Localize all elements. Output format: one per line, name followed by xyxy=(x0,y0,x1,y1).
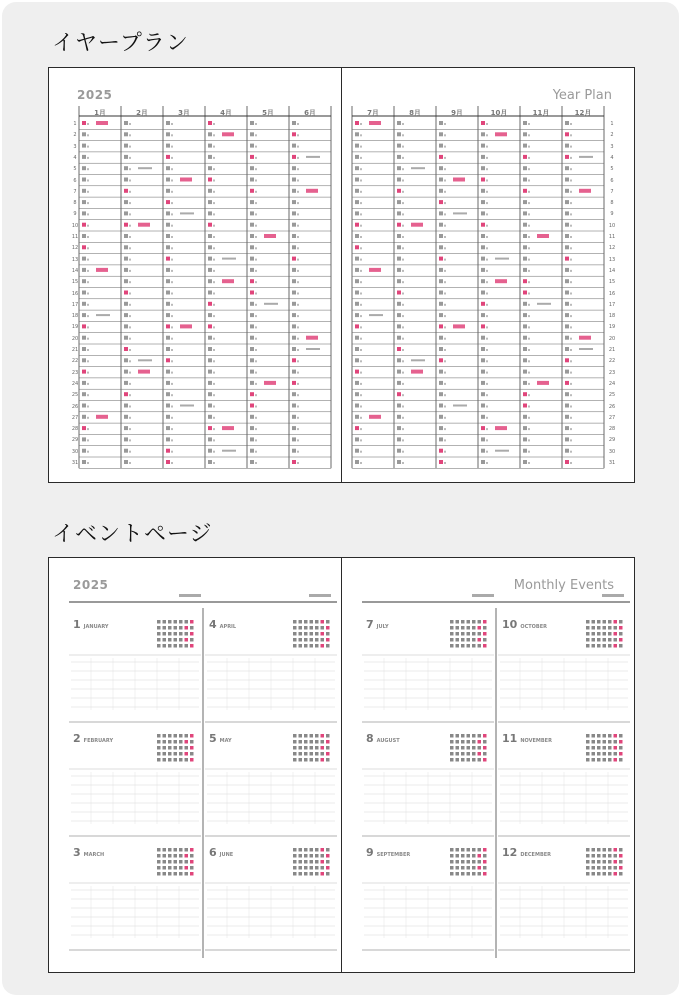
year-plan-day-number: 9 xyxy=(73,211,77,218)
year-plan-day-number: 13 xyxy=(608,256,616,263)
year-plan-month-header: 8月 xyxy=(409,109,421,117)
year-plan-month-header: 5月 xyxy=(262,109,274,117)
year-plan-day-number: 19 xyxy=(608,324,616,331)
year-plan-day-number: 15 xyxy=(608,279,616,286)
year-plan-day-number: 12 xyxy=(608,245,616,252)
event-month-label: 11 NOVEMBER xyxy=(502,732,552,745)
year-plan-day-number: 6 xyxy=(73,177,77,184)
year-plan-month-header: 4月 xyxy=(220,109,232,117)
year-plan-day-number: 4 xyxy=(73,154,77,161)
year-plan-day-number: 12 xyxy=(71,245,79,252)
year-plan-day-number: 11 xyxy=(71,234,79,240)
event-month-label: 3 MARCH xyxy=(73,846,105,859)
year-plan-month-header: 6月 xyxy=(304,109,316,117)
year-plan-day-number: 1 xyxy=(610,121,614,127)
year-plan-day-number: 22 xyxy=(71,358,79,365)
year-plan-day-number: 21 xyxy=(608,347,616,353)
year-plan-right-page xyxy=(341,67,635,483)
year-plan-day-number: 24 xyxy=(608,380,616,387)
event-month-label: 4 APRIL xyxy=(209,618,237,631)
year-plan-day-number: 27 xyxy=(71,414,79,421)
year-plan-day-number: 8 xyxy=(73,200,77,207)
event-month-label: 7 JULY xyxy=(366,618,389,631)
year-plan-day-number: 15 xyxy=(71,279,79,286)
year-plan-day-number: 2 xyxy=(610,132,614,139)
year-plan-day-number: 26 xyxy=(71,403,79,410)
year-plan-section-title: イヤープラン xyxy=(52,31,189,56)
event-month-label: 8 AUGUST xyxy=(366,732,400,745)
year-plan-month-header: 9月 xyxy=(451,109,463,117)
event-heading: Monthly Events xyxy=(513,578,614,593)
year-plan-heading: Year Plan xyxy=(552,88,612,103)
year-plan-day-number: 11 xyxy=(608,234,616,240)
year-plan-day-number: 16 xyxy=(608,290,616,297)
year-plan-day-number: 28 xyxy=(608,426,616,433)
year-plan-day-number: 23 xyxy=(71,369,79,376)
year-plan-left-page xyxy=(48,67,342,483)
event-month-label: 2 FEBRUARY xyxy=(73,732,114,745)
event-year: 2025 xyxy=(73,578,109,592)
year-plan-year: 2025 xyxy=(77,88,113,102)
year-plan-day-number: 10 xyxy=(71,222,79,229)
year-plan-left-grid xyxy=(49,68,342,483)
year-plan-month-header: 12月 xyxy=(574,109,592,117)
year-plan-day-number: 31 xyxy=(608,460,616,466)
year-plan-month-header: 2月 xyxy=(136,109,148,117)
event-right-page xyxy=(341,557,635,973)
year-plan-month-header: 7月 xyxy=(367,109,379,117)
year-plan-day-number: 14 xyxy=(608,267,616,274)
event-month-label: 5 MAY xyxy=(209,732,232,745)
year-plan-day-number: 20 xyxy=(71,335,79,342)
year-plan-day-number: 10 xyxy=(608,222,616,229)
event-month-label: 12 DECEMBER xyxy=(502,846,552,859)
year-plan-day-number: 20 xyxy=(608,335,616,342)
year-plan-day-number: 1 xyxy=(73,121,77,127)
year-plan-day-number: 31 xyxy=(71,460,79,466)
year-plan-day-number: 28 xyxy=(71,426,79,433)
year-plan-day-number: 30 xyxy=(71,448,79,455)
event-month-label: 9 SEPTEMBER xyxy=(366,846,411,859)
year-plan-day-number: 23 xyxy=(608,369,616,376)
year-plan-month-header: 10月 xyxy=(490,109,508,117)
year-plan-day-number: 27 xyxy=(608,414,616,421)
year-plan-day-number: 9 xyxy=(610,211,614,218)
year-plan-day-number: 24 xyxy=(71,380,79,387)
year-plan-day-number: 4 xyxy=(610,154,614,161)
year-plan-day-number: 3 xyxy=(73,143,77,150)
year-plan-day-number: 21 xyxy=(71,347,79,353)
year-plan-day-number: 17 xyxy=(608,301,616,308)
year-plan-month-header: 11月 xyxy=(532,109,550,117)
year-plan-day-number: 30 xyxy=(608,448,616,455)
year-plan-day-number: 5 xyxy=(610,166,614,173)
year-plan-right-grid xyxy=(342,68,635,483)
year-plan-month-header: 1月 xyxy=(94,109,106,117)
year-plan-day-number: 29 xyxy=(71,437,79,444)
year-plan-day-number: 29 xyxy=(608,437,616,444)
event-month-label: 6 JUNE xyxy=(209,846,234,859)
year-plan-day-number: 3 xyxy=(610,143,614,150)
year-plan-day-number: 18 xyxy=(71,313,79,320)
event-left-page xyxy=(48,557,342,973)
year-plan-day-number: 25 xyxy=(608,392,616,399)
year-plan-day-number: 7 xyxy=(73,188,77,195)
year-plan-day-number: 2 xyxy=(73,132,77,139)
year-plan-day-number: 26 xyxy=(608,403,616,410)
year-plan-day-number: 13 xyxy=(71,256,79,263)
event-month-label: 1 JANUARY xyxy=(73,618,109,631)
year-plan-day-number: 6 xyxy=(610,177,614,184)
year-plan-day-number: 7 xyxy=(610,188,614,195)
year-plan-day-number: 8 xyxy=(610,200,614,207)
year-plan-day-number: 19 xyxy=(71,324,79,331)
year-plan-month-header: 3月 xyxy=(178,109,190,117)
event-month-label: 10 OCTOBER xyxy=(502,618,547,631)
year-plan-day-number: 5 xyxy=(73,166,77,173)
year-plan-day-number: 14 xyxy=(71,267,79,274)
year-plan-day-number: 25 xyxy=(71,392,79,399)
year-plan-day-number: 16 xyxy=(71,290,79,297)
event-pages-section-title: イベントページ xyxy=(52,522,213,547)
year-plan-day-number: 18 xyxy=(608,313,616,320)
year-plan-day-number: 22 xyxy=(608,358,616,365)
year-plan-day-number: 17 xyxy=(71,301,79,308)
